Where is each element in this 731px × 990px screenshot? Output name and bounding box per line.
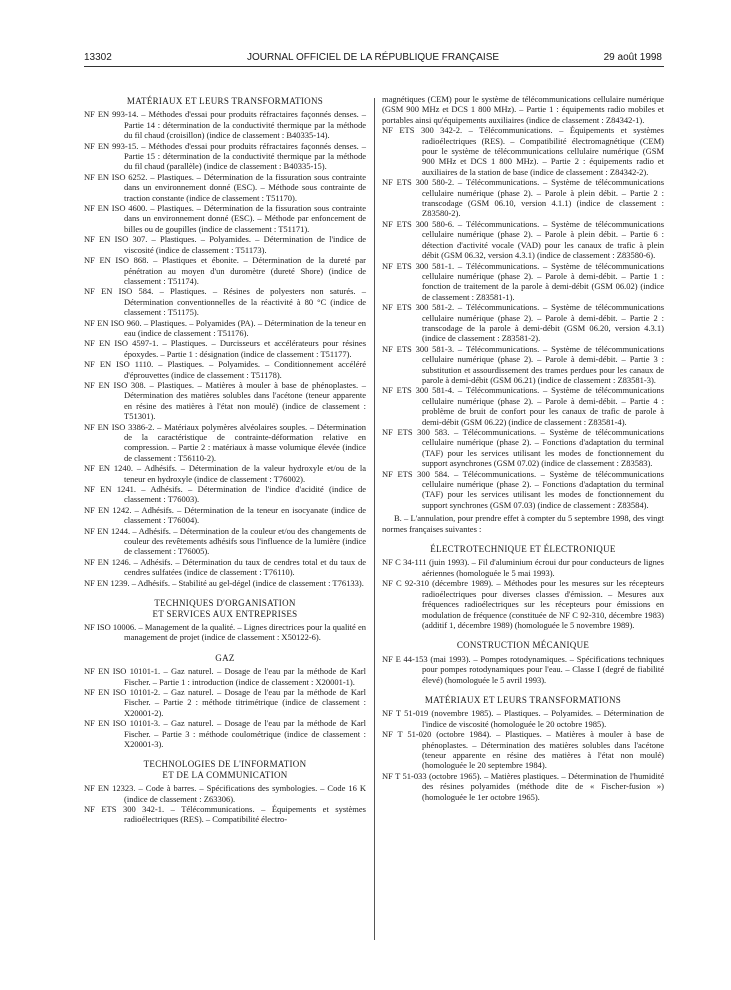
standard-entry: NF ETS 300 580-6. – Télécommunications. – Système de télécommunications cellulaire numérique (phase 2). – Parole à plein débit. – Partie 6 : détection d'activité vocale (VAD) pour les canaux de trafic à plein débit (GSM 06.32, version 4.3.1) (indice de classement : Z83580-6). <box>382 218 664 261</box>
journal-title: JOURNAL OFFICIEL DE LA RÉPUBLIQUE FRANÇAISE <box>246 52 500 63</box>
standard-entry: NF ETS 300 584. – Télécommunications. – Système de télécommunications cellulaire numérique (phase 2). – Fonctions d'adaptation du terminal (TAF) pour les services utilisant les modes de fonctionnement du support synchrones (GSM 07.03) (indice de classement : Z83584). <box>382 468 664 510</box>
standard-entry: NF EN ISO 308. – Plastiques. – Matières à mouler à base de phénoplastes. – Détermination des matières solubles dans l'acétone (teneur apparente en résine des matières à l'état non moulé) (indice de classement : T51301). <box>84 379 366 422</box>
section-heading-materiaux: MATÉRIAUX ET LEURS TRANSFORMATIONS <box>126 96 324 106</box>
standard-entry: NF EN ISO 3386-2. – Matériaux polymères alvéolaires souples. – Détermination de la caractéristique de contrainte-déformation relative en compression. – Partie 2 : matériaux à masse volumique élevée (indice de classement : T56110-2). <box>84 421 366 463</box>
section-heading-materiaux-2: MATÉRIAUX ET LEURS TRANSFORMATIONS <box>424 694 622 705</box>
section-heading-techniques <box>84 598 366 619</box>
standard-entry: NF EN ISO 4597-1. – Plastiques. – Durcisseurs et accélérateurs pour résines époxydes. – Partie 1 : désignation (indice de classement : T51177). <box>84 338 366 359</box>
standard-entry: NF C 92-310 (décembre 1989). – Méthodes pour les mesures sur les récepteurs radioélectriques pour diverses classes d'émission. – Mesures aux fréquences radioélectriques sur les récepteurs pour émissions en modulation de fréquence (constituée de NF C 92-310, décembre 1983) (additif 1, décembre 1989) (homologuée le 5 novembre 1989). <box>382 578 664 630</box>
left-column <box>84 94 366 825</box>
standard-entry: NF EN ISO 10101-2. – Gaz naturel. – Dosage de l'eau par la méthode de Karl Fischer. – Partie 2 : méthode titrimétrique (indice de classement : X20001-2). <box>84 686 366 718</box>
standard-entry: NF EN ISO 307. – Plastiques. – Polyamides. – Détermination de l'indice de viscosité (indice de classement : T51173). <box>84 234 366 255</box>
standard-entry: NF T 51-020 (octobre 1984). – Plastiques. – Matières à mouler à base de phénoplastes. – Détermination des matières solubles dans l'acétone (teneur apparente en résine des matières à l'état non moulé) (homologuée le 20 septembre 1984). <box>382 729 664 771</box>
standard-entry: NF ETS 300 581-1. – Télécommunications. – Système de télécommunications cellulaire numérique (phase 2). – Parole à demi-débit. – Partie 1 : fonction de traitement de la parole à demi-débit (GSM 06.02) (indice de classement : Z83581-1). <box>382 260 664 302</box>
issue-date: 29 août 1998 <box>603 52 662 63</box>
heading-line: TECHNIQUES D'ORGANISATION <box>154 598 296 609</box>
standard-entry: NF EN 1244. – Adhésifs. – Détermination de la couleur et/ou des changements de couleur des revêtements adhésifs sous l'influence de la lumière (indice de classement : T76005). <box>84 525 366 557</box>
standard-entry: NF EN 1246. – Adhésifs. – Détermination du taux de cendres total et du taux de cendres sulfatées (indice de classement : T76110). <box>84 556 366 578</box>
standard-entry: NF ETS 300 580-2. – Télécommunications. – Système de télécommunications cellulaire numérique (phase 2). – Parole à plein débit. – Partie 2 : transcodage (GSM 06.10, version 4.1.1) (indice de classement : Z83580-2). <box>382 177 664 219</box>
standard-entry: NF EN ISO 10101-1. – Gaz naturel. – Dosage de l'eau par la méthode de Karl Fischer. – Partie 1 : introduction (indice de classement : X20001-1). <box>84 666 366 687</box>
header-rule <box>84 66 664 67</box>
section-heading-gaz: GAZ <box>215 652 235 663</box>
heading-line: TECHNOLOGIES DE L'INFORMATION <box>143 759 307 770</box>
standard-entry: NF T 51-033 (octobre 1965). – Matières plastiques. – Détermination de l'humidité des résines polyamides (méthode dite de « Fischer-fusion ») (homologuée le 1er octobre 1965). <box>382 770 664 802</box>
standard-entry: NF EN 12323. – Code à barres. – Spécifications des symbologies. – Code 16 K (indice de classement : Z63306). <box>84 783 366 804</box>
standard-entry: NF EN 1241. – Adhésifs. – Détermination de l'indice d'acidité (indice de classement : T76003). <box>84 484 366 505</box>
page-number: 13302 <box>84 52 112 63</box>
standard-entry: NF EN 993-14. – Méthodes d'essai pour produits réfractaires façonnés denses. – Partie 14 : détermination de la conductivité thermique par la méthode du fil chaud (croisillon) (indice de classement : B40335-14). <box>84 109 366 141</box>
standard-entry: NF EN 993-15. – Méthodes d'essai pour produits réfractaires façonnés denses. – Partie 15 : détermination de la conductivité thermique par la méthode du fil chaud (parallèle) (indice de classement : B40335-15). <box>84 140 366 172</box>
right-column <box>382 94 664 802</box>
standard-entry: NF EN 1240. – Adhésifs. – Détermination de la valeur hydroxyle et/ou de la teneur en hydroxyle (indice de classement : T76002). <box>84 463 366 484</box>
section-heading-electrotechnique: ÉLECTROTECHNIQUE ET ÉLECTRONIQUE <box>430 544 616 555</box>
standard-entry: NF E 44-153 (mai 1993). – Pompes rotodynamiques. – Spécifications techniques pour pompes rotodynamiques pour l'eau. – Classe I (degré de fiabilité élevé) (homologuée le 5 avril 1993). <box>382 653 664 685</box>
standard-entry: NF ETS 300 581-2. – Télécommunications. – Système de télécommunications cellulaire numérique (phase 2). – Parole à demi-débit. – Partie 2 : transcodage de la parole à demi-débit (GSM 06.20, version 4.3.1) (indice de classement : Z83581-2). <box>382 302 664 344</box>
standard-entry: NF C 34-111 (juin 1993). – Fil d'aluminium écroui dur pour conducteurs de lignes aériennes (homologuée le 5 mai 1993). <box>382 557 664 578</box>
standard-entry: NF EN ISO 10101-3. – Gaz naturel. – Dosage de l'eau par la méthode de Karl Fischer. – Partie 3 : méthode coulométrique (indice de classement : X20001-3). <box>84 718 366 749</box>
heading-line: ET SERVICES AUX ENTREPRISES <box>152 608 298 619</box>
column-divider <box>374 98 375 940</box>
standard-entry: NF ETS 300 581-4. – Télécommunications. – Système de télécommunications cellulaire numérique (phase 2). – Parole à demi-débit. – Partie 4 : problème de bruit de confort pour les canaux de trafic de parole à demi-débit (GSM 06.22) (indice de classement : Z83581-4). <box>382 385 664 427</box>
heading-line: ET DE LA COMMUNICATION <box>162 769 288 780</box>
section-heading-technologies <box>84 759 366 780</box>
standard-entry: NF ETS 300 342-1. – Télécommunications. – Équipements et systèmes radioélectriques (RES). – Compatibilité électro- <box>84 804 366 825</box>
standard-entry: NF ISO 10006. – Management de la qualité. – Lignes directrices pour la qualité en management de projet (indice de classement : X50122-6). <box>84 621 366 643</box>
standard-entry: NF EN 1239. – Adhésifs. – Stabilité au gel-dégel (indice de classement : T76133). <box>84 577 364 588</box>
standard-entry: NF T 51-019 (novembre 1985). – Plastiques. – Polyamides. – Détermination de l'indice de viscosité (homologuée le 20 octobre 1985). <box>382 708 664 729</box>
section-heading-construction: CONSTRUCTION MÉCANIQUE <box>456 640 590 651</box>
standard-entry: NF EN 1242. – Adhésifs. – Détermination de la teneur en isocyanate (indice de classement : T76004). <box>84 504 366 526</box>
annulation-paragraph: B. – L'annulation, pour prendre effet à compter du 5 septembre 1998, des vingt normes françaises suivantes : <box>382 513 664 534</box>
continued-entry: magnétiques (CEM) pour le système de télécommunications cellulaire numérique (GSM 900 MHz et DCS 1 800 MHz). – Partie 1 : équipements radio mobiles et portables ainsi qu'équipements auxiliaires (indice de classement : Z84342-1). <box>382 94 664 125</box>
entry-list-materiaux <box>84 109 366 588</box>
standard-entry: NF ETS 300 342-2. – Télécommunications. – Équipements et systèmes radioélectriques (RES). – Compatibilité électromagnétique (CEM) pour le système de télécommunications cellulaire numérique (GSM 900 MHz et DCS 1 800 MHz). – Partie 2 : équipements radio et auxiliaires de la station de base (indice de classement : Z84342-2). <box>382 125 664 177</box>
standard-entry: NF EN ISO 960. – Plastiques. – Polyamides (PA). – Détermination de la teneur en eau (indice de classement : T51176). <box>84 317 366 338</box>
standard-entry: NF EN ISO 868. – Plastiques et ébonite. – Détermination de la dureté par pénétration au moyen d'un duromètre (dureté Shore) (indice de classement : T51174). <box>84 255 366 286</box>
standard-entry: NF ETS 300 581-3. – Télécommunications. – Système de télécommunications cellulaire numérique (phase 2). – Parole à demi-débit. – Partie 3 : substitution et assourdissement des trames perdues pour les canaux de parole à demi-débit (GSM 06.21) (indice de classement : Z83581-3). <box>382 343 664 385</box>
standard-entry: NF EN ISO 1110. – Plastiques. – Polyamides. – Conditionnement accéléré d'éprouvettes (indice de classement : T51178). <box>84 359 366 380</box>
standard-entry: NF EN ISO 4600. – Plastiques. – Détermination de la fissuration sous contrainte dans un environnement donné (ESC). – Méthode par enfoncement de billes ou de goupilles (indice de classement : T51171). <box>84 203 366 234</box>
standard-entry: NF EN ISO 584. – Plastiques. – Résines de polyesters non saturés. – Détermination conventionnelles de la réactivité à 80 °C (indice de classement : T51175). <box>84 286 366 318</box>
standard-entry: NF ETS 300 583. – Télécommunications. – Système de télécommunications cellulaire numérique (phase 2). – Fonctions d'adaptation du terminal (TAF) pour les services utilisant les modes de fonctionnement du support asynchrones (GSM 07.02) (indice de classement : Z83583). <box>382 427 664 469</box>
standard-entry: NF EN ISO 6252. – Plastiques. – Détermination de la fissuration sous contrainte dans un environnement donné (ESC). – Méthode sous contrainte de traction constante (indice de classement : T51170). <box>84 171 366 203</box>
